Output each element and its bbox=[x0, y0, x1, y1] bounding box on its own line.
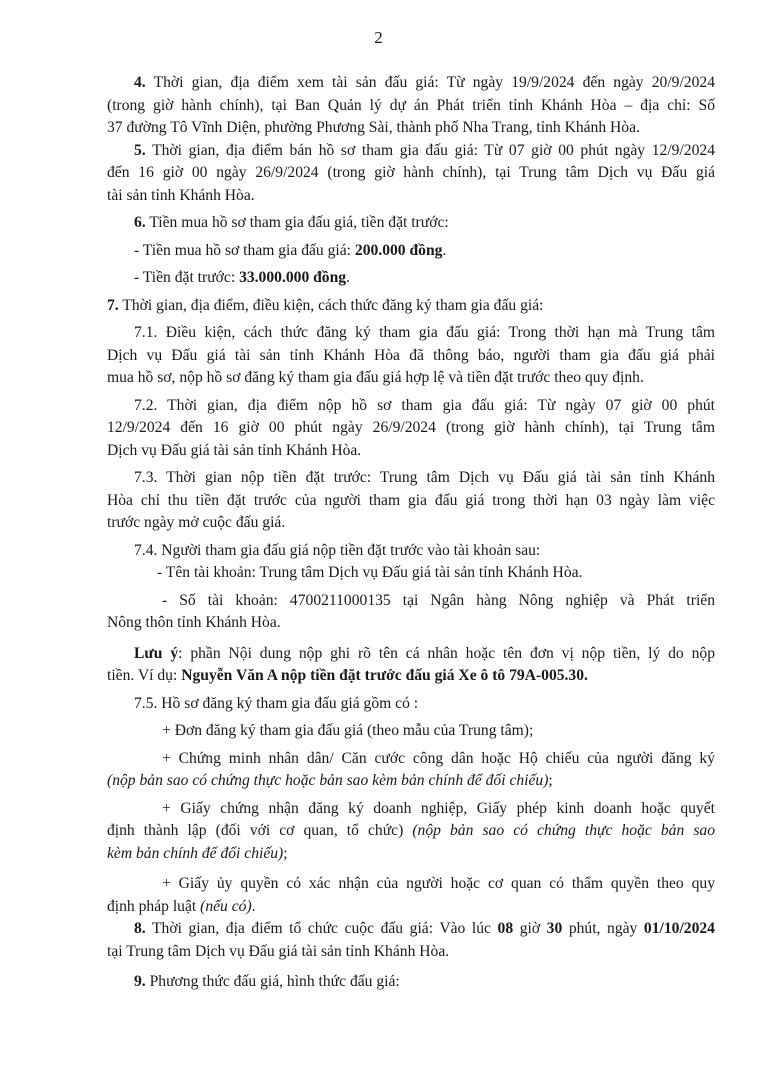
dossier-item-3-line-2 bbox=[107, 820, 715, 843]
note-paragraph bbox=[107, 643, 715, 688]
account-number-line-1: - Số tài khoản: 4700211000135 tại Ngân hàng Nông nghiệp và Phát triển bbox=[162, 591, 715, 609]
section-7-1-line-1: 7.1. Điều kiện, cách thức đăng ký tham gia đấu giá: Trong thời hạn mà Trung tâm bbox=[134, 324, 715, 341]
section-8-line-2: tại Trung tâm Dịch vụ Đấu giá tài sản tỉnh Khánh Hòa. bbox=[107, 942, 450, 960]
section-9-title-text: Phương thức đấu giá, hình thức đấu giá: bbox=[149, 973, 400, 990]
section-7-number: 7. bbox=[107, 296, 119, 314]
section-8-text-c: phút, ngày bbox=[562, 920, 644, 937]
dossier-item-3-italic-2: kèm bản chính để đối chiếu) bbox=[107, 844, 284, 862]
note-example-prefix: tiền. Ví dụ: bbox=[107, 667, 182, 684]
note-example-bold: Nguyễn Văn A nộp tiền đặt trước đấu giá Xe ô tô 79A-005.30. bbox=[181, 667, 588, 684]
dossier-item-1: + Đơn đăng ký tham gia đấu giá (theo mẫu của Trung tâm); bbox=[162, 722, 534, 739]
document-body bbox=[107, 72, 715, 994]
section-4 bbox=[107, 72, 715, 140]
section-7-4-title: 7.4. Người tham gia đấu giá nộp tiền đặt trước vào tài khoản sau: bbox=[134, 541, 541, 559]
section-7-title-line bbox=[107, 295, 715, 318]
dossier-item-3-line-1: + Giấy chứng nhận đăng ký doanh nghiệp, Giấy phép kinh doanh hoặc quyết bbox=[162, 799, 715, 817]
section-7-1-line-3: mua hồ sơ, nộp hồ sơ đăng ký tham gia đấu giá hợp lệ và tiền đặt trước theo quy định. bbox=[107, 369, 644, 386]
note-text-1: : phần Nội dung nộp ghi rõ tên cá nhân hoặc tên đơn vị nộp tiền, lý do nộp bbox=[178, 644, 715, 662]
section-5-text-1: Thời gian, địa điểm bán hồ sơ tham gia đấu giá: Từ 07 giờ 00 phút ngày 12/9/2024 bbox=[152, 141, 715, 159]
section-7-5-title: 7.5. Hồ sơ đăng ký tham gia đấu giá gồm có : bbox=[134, 694, 419, 712]
auction-minute: 30 bbox=[546, 920, 563, 937]
section-7-title-text: Thời gian, địa điểm, điều kiện, cách thức đăng ký tham gia đấu giá: bbox=[122, 296, 544, 314]
dossier-item-3-plain: định thành lập (đối với cơ quan, tổ chức) bbox=[107, 822, 413, 839]
section-8-text-b: giờ bbox=[513, 920, 547, 937]
section-6-number: 6. bbox=[134, 214, 146, 231]
section-6-title bbox=[107, 212, 715, 235]
auction-hour: 08 bbox=[497, 920, 514, 937]
dossier-item-2-line-2 bbox=[107, 770, 715, 793]
section-7-3-line-3: trước ngày mở cuộc đấu giá. bbox=[107, 514, 286, 531]
account-number-line-2: Nông thôn tỉnh Khánh Hòa. bbox=[107, 614, 281, 631]
account-name-line: - Tên tài khoản: Trung tâm Dịch vụ Đấu giá tài sản tỉnh Khánh Hòa. bbox=[157, 564, 583, 581]
section-5 bbox=[107, 140, 715, 208]
section-4-line-3: 37 đường Tô Vĩnh Diện, phường Phương Sài, thành phố Nha Trang, tỉnh Khánh Hòa. bbox=[107, 119, 640, 136]
dossier-item-4-plain: định pháp luật bbox=[107, 897, 201, 915]
document-fee-line bbox=[107, 240, 715, 263]
page-number: 2 bbox=[374, 28, 383, 47]
section-7-2-line-2: 12/9/2024 đến 16 giờ 00 phút ngày 26/9/2024 (trong giờ hành chính), tại Trung tâm bbox=[107, 419, 715, 436]
dossier-item-2-end: ; bbox=[548, 772, 553, 789]
document-fee-value: 200.000 đồng bbox=[354, 241, 443, 259]
section-7-1 bbox=[107, 322, 715, 390]
section-8-text-a: Thời gian, địa điểm tổ chức cuộc đấu giá: Vào lúc bbox=[152, 920, 498, 937]
document-fee-label: - Tiền mua hồ sơ tham gia đấu giá: bbox=[134, 241, 355, 259]
deposit-dot: . bbox=[346, 269, 350, 286]
section-9-number: 9. bbox=[134, 973, 146, 990]
note-line-1 bbox=[107, 643, 715, 666]
section-8-line-1 bbox=[107, 918, 715, 941]
section-4-line-2: (trong giờ hành chính), tại Ban Quản lý dự án Phát triển tỉnh Khánh Hòa – địa chỉ: Số bbox=[107, 96, 715, 114]
dossier-item-4-line-2 bbox=[107, 896, 715, 919]
deposit-line bbox=[107, 267, 715, 290]
section-6-title-text: Tiền mua hồ sơ tham gia đấu giá, tiền đặt trước: bbox=[149, 214, 449, 231]
section-7-1-line-2: Dịch vụ Đấu giá tài sản tỉnh Khánh Hòa đã thông báo, người tham gia đấu giá phải bbox=[107, 346, 715, 364]
deposit-value: 33.000.000 đồng bbox=[239, 269, 347, 286]
section-4-number: 4. bbox=[134, 74, 146, 91]
section-9-title bbox=[107, 971, 715, 994]
section-7-5 bbox=[107, 693, 715, 919]
section-4-text-1: Thời gian, địa điểm xem tài sản đấu giá: Từ ngày 19/9/2024 đến ngày 20/9/2024 bbox=[153, 74, 715, 91]
section-5-line-3: tài sản tỉnh Khánh Hòa. bbox=[107, 186, 255, 204]
section-5-line-2: đến 16 giờ 00 ngày 26/9/2024 (trong giờ hành chính), tại Trung tâm Dịch vụ Đấu giá bbox=[107, 164, 715, 181]
section-7-2-line-3: Dịch vụ Đấu giá tài sản tỉnh Khánh Hòa. bbox=[107, 441, 362, 459]
auction-date: 01/10/2024 bbox=[643, 920, 715, 937]
section-8-number: 8. bbox=[134, 920, 146, 937]
dossier-item-3-italic-1: (nộp bản sao có chứng thực hoặc bản sao bbox=[412, 822, 715, 839]
dossier-item-3-end: ; bbox=[283, 844, 288, 862]
note-label: Lưu ý bbox=[134, 644, 179, 662]
section-4-line-1 bbox=[107, 72, 715, 95]
section-6 bbox=[107, 212, 715, 290]
section-7-3-line-1: 7.3. Thời gian nộp tiền đặt trước: Trung tâm Dịch vụ Đấu giá tài sản tỉnh Khánh bbox=[134, 469, 715, 486]
section-7-3-line-2: Hòa chỉ thu tiền đặt trước của người tham gia đấu giá trong thời hạn 03 ngày làm việc bbox=[107, 491, 715, 509]
dossier-item-2-italic: (nộp bản sao có chứng thực hoặc bản sao kèm bản chính để đối chiếu) bbox=[107, 772, 549, 789]
section-7-2 bbox=[107, 395, 715, 463]
section-7-title bbox=[107, 295, 715, 318]
section-7-4 bbox=[107, 540, 715, 635]
section-5-line-1 bbox=[107, 140, 715, 163]
dossier-item-3-line-3 bbox=[107, 843, 715, 866]
dossier-item-4-line-1: + Giấy ủy quyền có xác nhận của người hoặc cơ quan có thẩm quyền theo quy bbox=[162, 875, 715, 892]
section-5-number: 5. bbox=[134, 141, 146, 159]
dossier-item-4-end: . bbox=[251, 897, 256, 915]
note-line-2 bbox=[107, 665, 715, 688]
section-7-3 bbox=[107, 467, 715, 535]
section-8 bbox=[107, 918, 715, 963]
dossier-item-2-line-1: + Chứng minh nhân dân/ Căn cước công dân hoặc Hộ chiếu của người đăng ký bbox=[162, 749, 715, 767]
dossier-item-4-italic: (nếu có) bbox=[200, 897, 252, 915]
deposit-label: - Tiền đặt trước: bbox=[134, 269, 240, 286]
section-9 bbox=[107, 971, 715, 994]
document-fee-dot: . bbox=[442, 241, 447, 259]
section-7-2-line-1: 7.2. Thời gian, địa điểm nộp hồ sơ tham gia đấu giá: Từ ngày 07 giờ 00 phút bbox=[134, 396, 715, 414]
